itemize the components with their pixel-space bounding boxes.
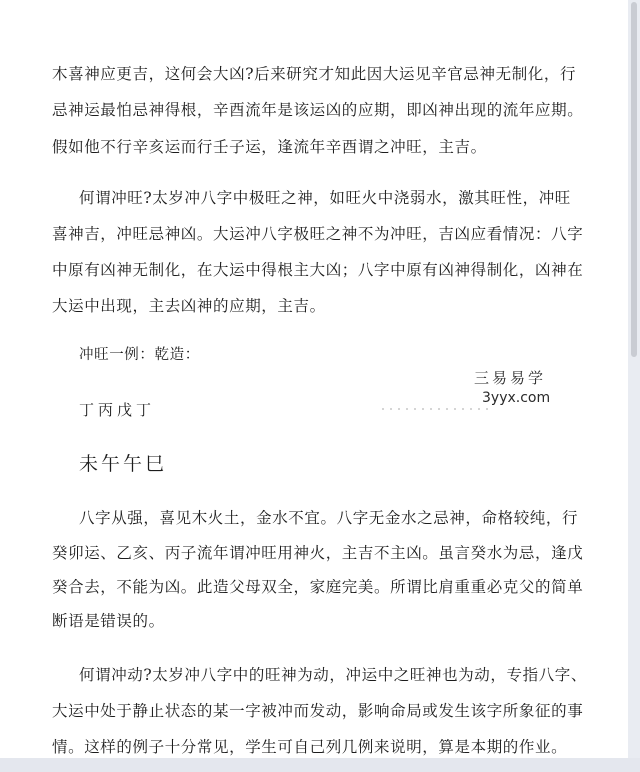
paragraph-3-line-3: 癸合去，不能为凶。此造父母双全，家庭完美。所谓比肩重重必克父的简单 bbox=[52, 578, 584, 596]
site-watermark bbox=[474, 368, 550, 408]
bottom-frame-bar bbox=[0, 758, 640, 772]
paragraph-3-line-4: 断语是错误的。 bbox=[52, 612, 165, 630]
scrollbar-thumb[interactable] bbox=[631, 2, 637, 357]
watermark-url: 3yyx.com bbox=[482, 390, 551, 406]
paragraph-1-line-1: 木喜神应更吉，这何会大凶?后来研究才知此因大运见辛官忌神无制化，行 bbox=[52, 65, 577, 83]
heavenly-stems: 丁丙戊丁 bbox=[79, 401, 156, 419]
paragraph-1-line-2: 忌神运最怕忌神得根，辛酉流年是该运凶的应期，即凶神出现的流年应期。 bbox=[52, 101, 584, 119]
paragraph-4-line-3: 情。这样的例子十分常见，学生可自己列几例来说明，算是本期的作业。 bbox=[52, 738, 568, 756]
paragraph-3-line-1: 八字从强，喜见木火土，金水不宜。八字无金水之忌神，命格较纯，行 bbox=[79, 509, 579, 527]
watermark-name: 三易易学 bbox=[474, 369, 547, 387]
paragraph-4-line-2: 大运中处于静止状态的某一字被冲而发动，影响命局或发生该字所象征的事 bbox=[52, 702, 584, 720]
paragraph-3-line-2: 癸卯运、乙亥、丙子流年谓冲旺用神火，主吉不主凶。虽言癸水为忌，逢戊 bbox=[52, 544, 584, 562]
example-label: 冲旺一例：乾造： bbox=[79, 347, 200, 363]
vertical-scrollbar[interactable] bbox=[628, 0, 640, 772]
faint-divider bbox=[382, 408, 492, 410]
paragraph-2-line-1: 何谓冲旺?太岁冲八字中极旺之神，如旺火中浇弱水，激其旺性，冲旺 bbox=[79, 189, 571, 207]
paragraph-1-line-3: 假如他不行辛亥运而行壬子运，逢流年辛酉谓之冲旺，主吉。 bbox=[52, 138, 487, 156]
paragraph-2-line-2: 喜神吉，冲旺忌神凶。大运冲八字极旺之神不为冲旺，吉凶应看情况：八字 bbox=[52, 225, 584, 243]
paragraph-2-line-3: 中原有凶神无制化，在大运中得根主大凶；八字中原有凶神得制化，凶神在 bbox=[52, 261, 584, 279]
earthly-branches: 未午午巳 bbox=[79, 453, 168, 475]
paragraph-4-line-1: 何谓冲动?太岁冲八字中的旺神为动，冲运中之旺神也为动，专指八字、 bbox=[79, 666, 588, 684]
paragraph-2-line-4: 大运中出现，主去凶神的应期，主吉。 bbox=[52, 297, 326, 315]
